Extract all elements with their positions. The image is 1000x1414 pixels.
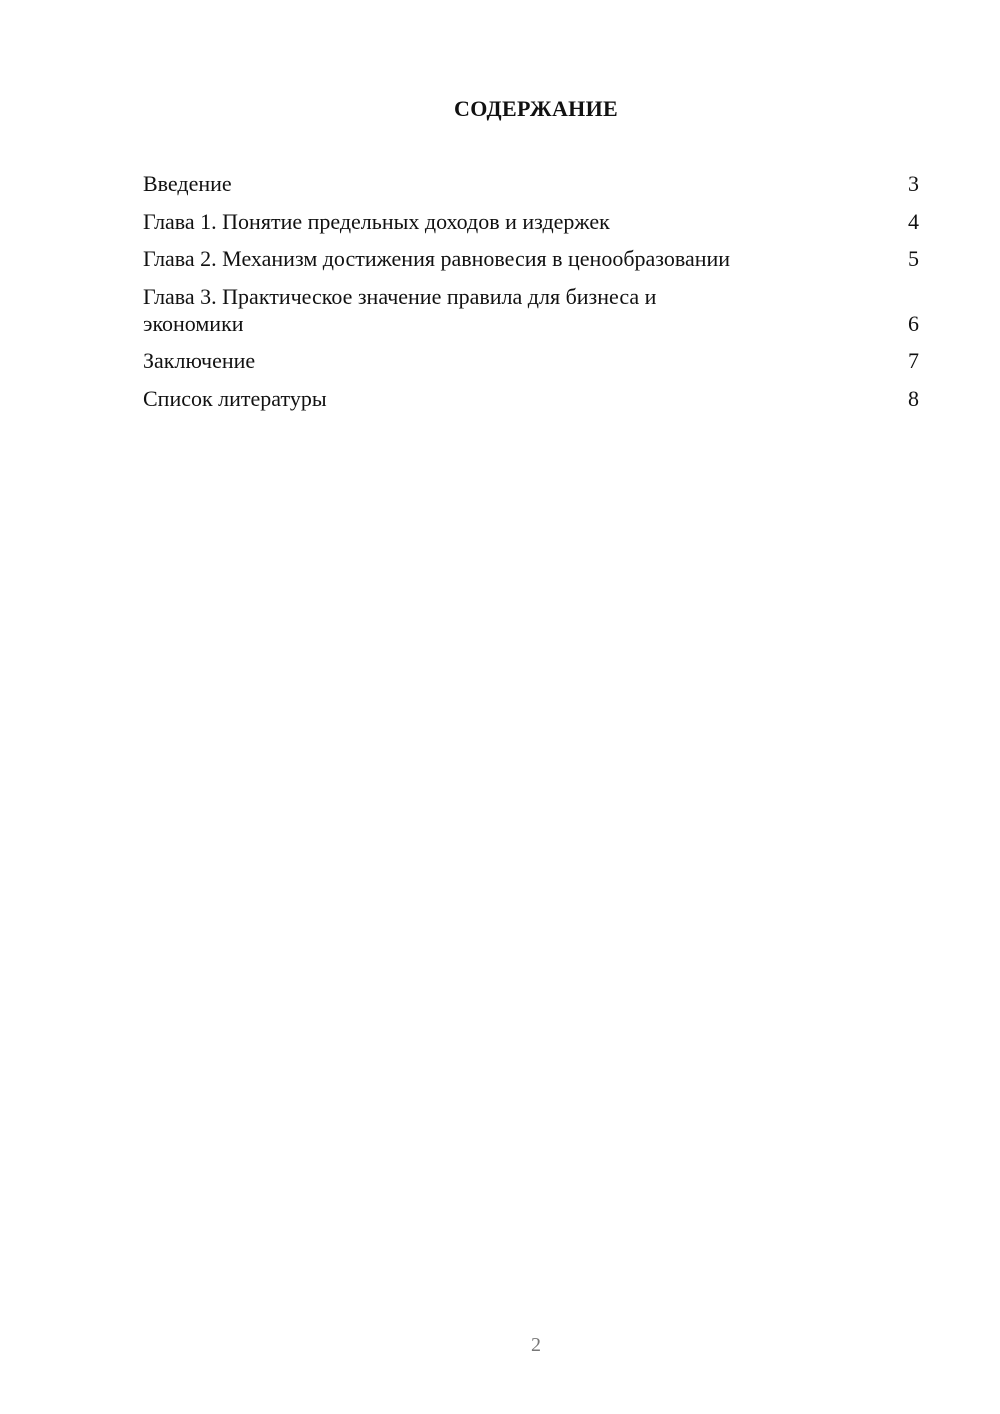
toc-entry-text: Глава 2. Механизм достижения равновесия в ценообразовании — [143, 246, 731, 271]
toc-entry-page: 4 — [908, 208, 919, 234]
toc-entry-references — [143, 385, 919, 412]
toc-entry-introduction — [143, 170, 919, 197]
toc-entry-conclusion — [143, 347, 919, 374]
page-number: 2 — [531, 1334, 541, 1356]
page-title: СОДЕРЖАНИЕ — [454, 96, 618, 121]
toc-entry-page: 7 — [908, 348, 919, 373]
toc-entry-chapter-1 — [143, 208, 919, 235]
toc-entry-page: 3 — [908, 171, 919, 196]
toc-entry-text: Введение — [143, 171, 232, 196]
toc-entry-text: Заключение — [143, 348, 256, 373]
toc-entry-chapter-2 — [143, 245, 919, 272]
table-of-contents — [143, 170, 919, 422]
toc-entry-page: 8 — [908, 385, 919, 411]
toc-entry-text: Список литературы — [143, 385, 327, 411]
toc-entry-text: Глава 3. Практическое значение правила для бизнеса и экономики — [143, 283, 657, 336]
toc-entry-text: Глава 1. Понятие предельных доходов и издержек — [143, 208, 610, 234]
toc-entry-chapter-3 — [143, 283, 919, 337]
toc-entry-page: 5 — [908, 246, 919, 271]
toc-entry-page: 6 — [908, 310, 919, 336]
